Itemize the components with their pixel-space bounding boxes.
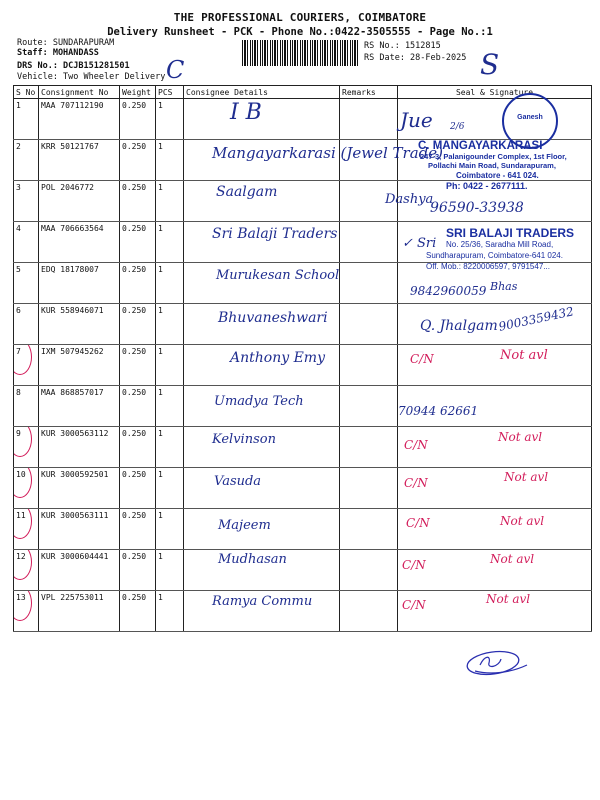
row-consignment-no: VPL 225753011 [39, 591, 120, 632]
signature: Q. Jhalgam [420, 318, 498, 334]
cn-mark: C/N [406, 516, 430, 530]
not-available-mark: Not avl [500, 514, 545, 528]
row-sno: 9 [14, 427, 39, 468]
row-weight: 0.250 [120, 263, 156, 304]
consignee-handwriting: Anthony Emy [230, 350, 325, 366]
rs-date: RS Date: 28-Feb-2025 [364, 53, 467, 63]
col-header: Consignment No [39, 86, 120, 99]
row-pcs: 1 [156, 386, 184, 427]
col-header: PCS [156, 86, 184, 99]
row-remarks-cell [340, 304, 398, 345]
table-header-row [14, 86, 592, 99]
stamp-address: Pollachi Main Road, Sundarapuram, [428, 161, 556, 170]
cn-mark: C/N [402, 558, 426, 572]
cn-mark: C/N [402, 598, 426, 612]
stamp-address: 247-3, Palanigounder Complex, 1st Floor, [420, 152, 567, 161]
consignee-handwriting: Majeem [218, 518, 271, 533]
row-remarks-cell [340, 427, 398, 468]
row-sno: 7 [14, 345, 39, 386]
row-sno: 11 [14, 509, 39, 550]
handwritten-mark: S [480, 48, 500, 81]
consignee-handwriting: Vasuda [214, 474, 262, 489]
red-circle-mark [14, 468, 33, 499]
stamp-name: SRI BALAJI TRADERS [446, 226, 575, 240]
row-sno: 13 [14, 591, 39, 632]
row-remarks-cell [340, 222, 398, 263]
barcode [242, 40, 360, 66]
col-header: Seal & Signature [398, 86, 592, 99]
not-available-mark: Not avl [500, 348, 548, 363]
row-sno: 5 [14, 263, 39, 304]
row-pcs: 1 [156, 222, 184, 263]
consignee-handwriting: Saalgam [216, 184, 278, 200]
stamp-address: Coimbatore - 641 024. [456, 171, 539, 180]
row-remarks-cell [340, 263, 398, 304]
row-consignment-no: EDQ 18178007 [39, 263, 120, 304]
row-remarks-cell [340, 386, 398, 427]
row-consignment-no: KUR 3000604441 [39, 550, 120, 591]
not-available-mark: Not avl [490, 552, 535, 566]
row-pcs: 1 [156, 468, 184, 509]
seal-text: Ganesh [517, 114, 543, 121]
route-label: Route: SUNDARAPURAM [17, 38, 115, 48]
row-sno: 10 [14, 468, 39, 509]
row-consignment-no: KUR 3000592501 [39, 468, 120, 509]
row-pcs: 1 [156, 345, 184, 386]
consignee-handwriting: Mudhasan [218, 552, 287, 567]
row-weight: 0.250 [120, 509, 156, 550]
cn-mark: C/N [404, 476, 428, 490]
row-pcs: 1 [156, 591, 184, 632]
company-title: THE PROFESSIONAL COURIERS, COIMBATORE [173, 11, 427, 24]
red-circle-mark [14, 591, 33, 622]
row-weight: 0.250 [120, 304, 156, 345]
row-pcs: 1 [156, 99, 184, 140]
stamp-address: Sundharapuram, Coimbatore-641 024. [426, 251, 563, 260]
handwritten-phone: 96590-33938 [430, 200, 524, 216]
signature-note: 2/6 [450, 122, 465, 132]
consignee-handwriting: Sri Balaji Traders [212, 226, 338, 242]
row-sno: 6 [14, 304, 39, 345]
row-weight: 0.250 [120, 345, 156, 386]
signature: Jue [400, 108, 433, 132]
col-header: Remarks [340, 86, 398, 99]
consignee-handwriting: Bhuvaneshwari [218, 310, 328, 326]
red-circle-mark [14, 550, 33, 581]
row-sno: 12 [14, 550, 39, 591]
handwritten-phone: 9842960059 [410, 284, 487, 298]
row-remarks-cell [340, 550, 398, 591]
not-available-mark: Not avl [504, 470, 549, 484]
row-weight: 0.250 [120, 140, 156, 181]
cn-mark: C/N [410, 352, 434, 366]
consignee-handwriting: Kelvinson [212, 432, 276, 447]
staff-label: Staff: MOHANDASS [17, 48, 99, 58]
row-pcs: 1 [156, 550, 184, 591]
row-pcs: 1 [156, 304, 184, 345]
row-remarks-cell [340, 99, 398, 140]
row-sno: 4 [14, 222, 39, 263]
row-remarks-cell [340, 509, 398, 550]
row-consignment-no: KUR 3000563112 [39, 427, 120, 468]
stamp-phone: Ph: 0422 - 2677111. [446, 181, 528, 191]
row-weight: 0.250 [120, 591, 156, 632]
col-header: Weight [120, 86, 156, 99]
rs-number: RS No.: 1512815 [364, 41, 441, 51]
row-consignment-no: POL 2046772 [39, 181, 120, 222]
row-sno: 1 [14, 99, 39, 140]
stamp-name: C. MANGAYARKARASI [418, 140, 543, 152]
row-remarks-cell [340, 591, 398, 632]
not-available-mark: Not avl [498, 430, 543, 444]
red-circle-mark [14, 427, 33, 458]
row-sno: 3 [14, 181, 39, 222]
cn-mark: C/N [404, 438, 428, 452]
bottom-signature [455, 645, 535, 681]
row-pcs: 1 [156, 509, 184, 550]
stamp-address: No. 25/36, Saradha Mill Road, [446, 240, 554, 249]
runsheet-subtitle: Delivery Runsheet - PCK - Phone No.:0422-3505555 - Page No.:1 [107, 26, 493, 38]
row-remarks-cell [340, 468, 398, 509]
red-circle-mark [14, 509, 33, 540]
row-weight: 0.250 [120, 468, 156, 509]
consignee-handwriting: Mangayarkarasi (Jewel Trade) [212, 144, 443, 162]
row-consignment-no: KRR 50121767 [39, 140, 120, 181]
red-circle-mark [14, 345, 33, 376]
row-pcs: 1 [156, 140, 184, 181]
row-consignment-no: IXM 507945262 [39, 345, 120, 386]
row-consignment-no: MAA 868857017 [39, 386, 120, 427]
handwritten-mark: C [166, 56, 185, 84]
col-header: Consignee Details [184, 86, 340, 99]
row-consignment-no: MAA 706663564 [39, 222, 120, 263]
signature: Dashya [385, 192, 434, 207]
row-weight: 0.250 [120, 222, 156, 263]
not-available-mark: Not avl [486, 592, 531, 606]
row-weight: 0.250 [120, 386, 156, 427]
row-weight: 0.250 [120, 99, 156, 140]
drs-number: DRS No.: DCJB151281501 [17, 61, 130, 71]
row-pcs: 1 [156, 263, 184, 304]
vehicle-label: Vehicle: Two Wheeler Delivery [17, 72, 166, 82]
col-header: S No [14, 86, 39, 99]
row-consignment-no: KUR 558946071 [39, 304, 120, 345]
signature: ✓ Sri [402, 236, 437, 251]
consignee-handwriting: Murukesan School [216, 268, 340, 283]
consignee-handwriting: I B [230, 100, 262, 125]
consignee-handwriting: Umadya Tech [214, 394, 304, 409]
stamp-address: Off. Mob.: 8220006597, 9791547... [426, 262, 550, 271]
row-weight: 0.250 [120, 550, 156, 591]
row-sno: 8 [14, 386, 39, 427]
handwritten-phone: 9003359432 [497, 304, 575, 334]
row-weight: 0.250 [120, 181, 156, 222]
row-consignment-no: KUR 3000563111 [39, 509, 120, 550]
handwritten-note: 70944 62661 [398, 404, 479, 418]
row-weight: 0.250 [120, 427, 156, 468]
row-pcs: 1 [156, 427, 184, 468]
row-pcs: 1 [156, 181, 184, 222]
signature: Bhas [490, 280, 518, 293]
row-consignee-cell [184, 468, 340, 509]
consignee-handwriting: Ramya Commu [212, 594, 313, 609]
row-remarks-cell [340, 345, 398, 386]
row-sno: 2 [14, 140, 39, 181]
row-consignment-no: MAA 707112190 [39, 99, 120, 140]
